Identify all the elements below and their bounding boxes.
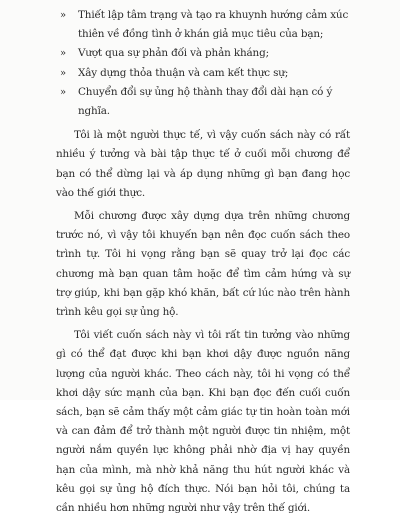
list-item [56,83,350,121]
page-text [56,6,350,518]
paragraph: Tôi là một người thực tế, vì vậy cuốn sách này có rất nhiều ý tưởng và bài tập thực tế ở cuối mỗi chương để bạn có thể dừng lại và áp dụng những gì bạn đang học vào thế giới thực. [56,129,350,199]
paragraph: Tôi viết cuốn sách này vì tôi rất tin tưởng vào những gì có thể đạt được khi bạn khơi dậy được nguồn năng lượng của người khác. Theo cách này, tôi hi vọng có thể khơi dậy sức mạnh của bạn. Khi bạn đọc đến cuối cuốn sách, bạn sẽ cảm thấy một cảm giác tự tin hoàn toàn mới và can đảm để trở thành một người được tin nhiệm, một người nắm quyền lực không phải nhờ địa vị hay quyền hạn của mình, mà nhờ khả năng thu hút người khác và kêu gọi sự ủng hộ đích thực. Nói bạn hỏi tôi, chúng ta cần nhiều hơn những người như vậy trên thế giới. [56,329,350,515]
bullet-list [56,6,350,121]
bullet-marker: » [60,86,66,98]
list-item [56,6,350,44]
bullet-text: Chuyển đổi sự ủng hộ thành thay đổi dài hạn có ý nghĩa. [78,85,333,118]
paragraph: Mỗi chương được xây dựng dựa trên những chương trước nó, vì vậy tôi khuyến bạn nên đọc cuốn sách theo trình tự. Tôi hi vọng rằng bạn sẽ quay trở lại đọc các chương mà bạn quan tâm hoặc để tìm cảm hứng và sự trợ giúp, khi bạn gặp khó khăn, bất cứ lúc nào trên hành trình kêu gọi sự ủng hộ. [56,210,350,319]
list-item [56,44,350,63]
bullet-text: Thiết lập tâm trạng và tạo ra khuynh hướng cảm xúc thiên về đồng tình ở khán giả mục tiêu của bạn; [78,9,349,41]
list-item [56,64,350,83]
bullet-marker: » [60,10,66,21]
bullet-text: Vượt qua sự phản đối và phản kháng; [78,47,269,60]
bullet-marker: » [60,67,66,79]
bullet-marker: » [60,48,66,60]
bullet-text: Xây dựng thỏa thuận và cam kết thực sự; [78,66,289,79]
